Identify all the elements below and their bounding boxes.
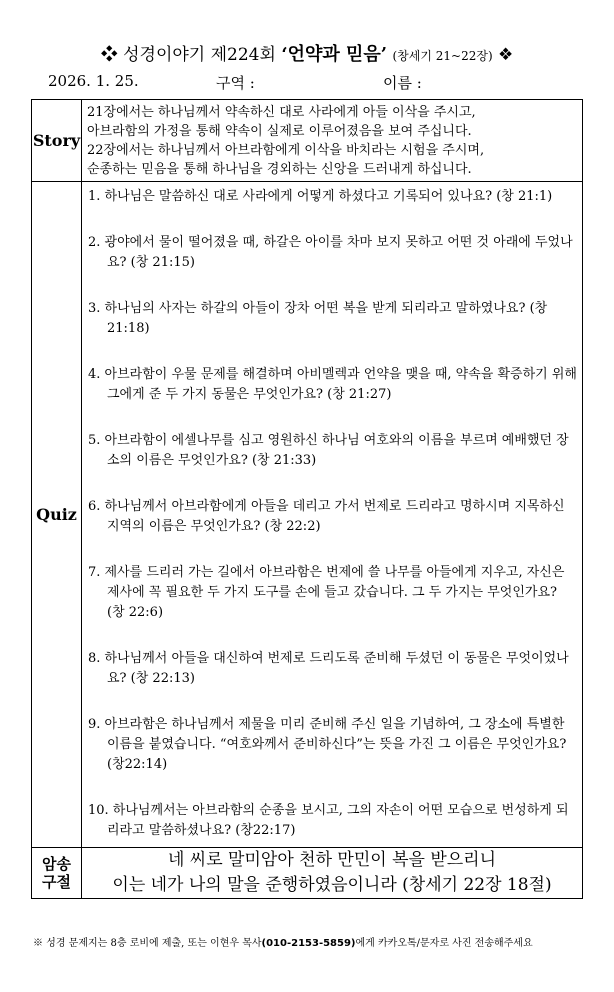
diamond-icon: ❖ xyxy=(100,45,118,65)
story-line: 21장에서는 하나님께서 약속하신 대로 사라에게 아들 이삭을 주시고, xyxy=(87,105,476,120)
quiz-question: 5. 아브라함이 에셀나무를 심고 영원하신 하나님 여호와의 이름을 부르며 예배했던 장소의 이름은 무엇인가요? (창 21:33) xyxy=(88,433,569,468)
footer-phone: (010-2153-5859) xyxy=(261,938,356,949)
worksheet-title xyxy=(0,40,614,66)
memory-verse-label xyxy=(32,848,82,899)
date-text: 2026. 1. 25. xyxy=(48,72,139,90)
story-line: 아브라함의 가정을 통해 약속이 실제로 이루어졌음을 보여 주십니다. xyxy=(87,124,472,139)
memory-verse-line: 이는 네가 나의 말을 준행하였음이니라 (창세기 22장 18절) xyxy=(112,875,552,895)
memory-verse-cell xyxy=(82,848,583,899)
footer-note xyxy=(33,934,593,949)
story-row xyxy=(32,100,583,182)
quiz-question: 3. 하나님의 사자는 하갈의 아들이 장차 어떤 복을 받게 되리라고 말하였나요? (창 21:18) xyxy=(88,301,548,336)
title-reference: (창세기 21~22장) xyxy=(392,49,493,63)
quiz-question: 7. 제사를 드리러 가는 길에서 아브라함은 번제에 쓸 나무를 아들에게 지우고, 자신은 제사에 꼭 필요한 두 가지 도구를 손에 들고 갔습니다. 그 두 가지는 무엇인가요? (창 22:6) xyxy=(88,565,565,620)
memory-label-line: 구절 xyxy=(42,873,71,891)
quiz-question: 10. 하나님께서는 아브라함의 순종을 보시고, 그의 자손이 어떤 모습으로 번성하게 되리라고 말씀하셨나요? (창22:17) xyxy=(88,803,569,838)
story-line: 순종하는 믿음을 통해 하나님을 경외하는 신앙을 드러내게 하십니다. xyxy=(87,162,472,177)
worksheet-table xyxy=(31,99,583,899)
memory-verse-line: 네 씨로 말미암아 천하 만민이 복을 받으리니 xyxy=(167,850,497,870)
story-text xyxy=(82,100,582,181)
story-line: 22장에서는 하나님께서 아브라함에게 이삭을 바치라는 시험을 주시며, xyxy=(87,143,485,158)
footer-prefix: ※ 성경 문제지는 8층 로비에 제출, 또는 이현우 목사 xyxy=(33,938,262,949)
quiz-row xyxy=(32,182,583,848)
story-label: Story xyxy=(32,100,82,182)
info-line xyxy=(0,72,614,94)
story-cell xyxy=(82,100,583,182)
region-field[interactable]: 구역 : xyxy=(216,74,255,92)
title-prefix: 성경이야기 제224회 xyxy=(123,45,276,65)
quiz-label: Quiz xyxy=(32,182,82,848)
diamond-icon: ❖ xyxy=(498,45,514,65)
memory-label-line: 암송 xyxy=(42,855,71,873)
title-main: ‘언약과 믿음’ xyxy=(281,44,388,65)
quiz-cell xyxy=(82,182,583,848)
quiz-question: 4. 아브라함이 우물 문제를 해결하며 아비멜렉과 언약을 맺을 때, 약속을 확증하기 위해 그에게 준 두 가지 동물은 무엇인가요? (창 21:27) xyxy=(88,367,577,402)
quiz-question: 1. 하나님은 말씀하신 대로 사라에게 어떻게 하셨다고 기록되어 있나요? (창 21:1) xyxy=(88,189,553,204)
footer-suffix: 에게 카카오톡/문자로 사진 전송해주세요 xyxy=(355,938,533,949)
name-field[interactable]: 이름 : xyxy=(383,74,422,92)
memory-verse-row xyxy=(32,848,583,899)
quiz-question: 2. 광야에서 물이 떨어졌을 때, 하갈은 아이를 차마 보지 못하고 어떤 것 아래에 두었나요? (창 21:15) xyxy=(88,235,573,270)
quiz-question: 6. 하나님께서 아브라함에게 아들을 데리고 가서 번제로 드리라고 명하시며 지목하신 지역의 이름은 무엇인가요? (창 22:2) xyxy=(88,499,565,534)
quiz-question: 8. 하나님께서 아들을 대신하여 번제로 드리도록 준비해 두셨던 이 동물은 무엇이었나요? (창 22:13) xyxy=(88,651,569,686)
quiz-list xyxy=(82,182,582,847)
quiz-question: 9. 아브라함은 하나님께서 제물을 미리 준비해 주신 일을 기념하여, 그 장소에 특별한 이름을 붙였습니다. “여호와께서 준비하신다”는 뜻을 가진 그 이름은 무엇인가요? (창22:14) xyxy=(88,717,567,772)
